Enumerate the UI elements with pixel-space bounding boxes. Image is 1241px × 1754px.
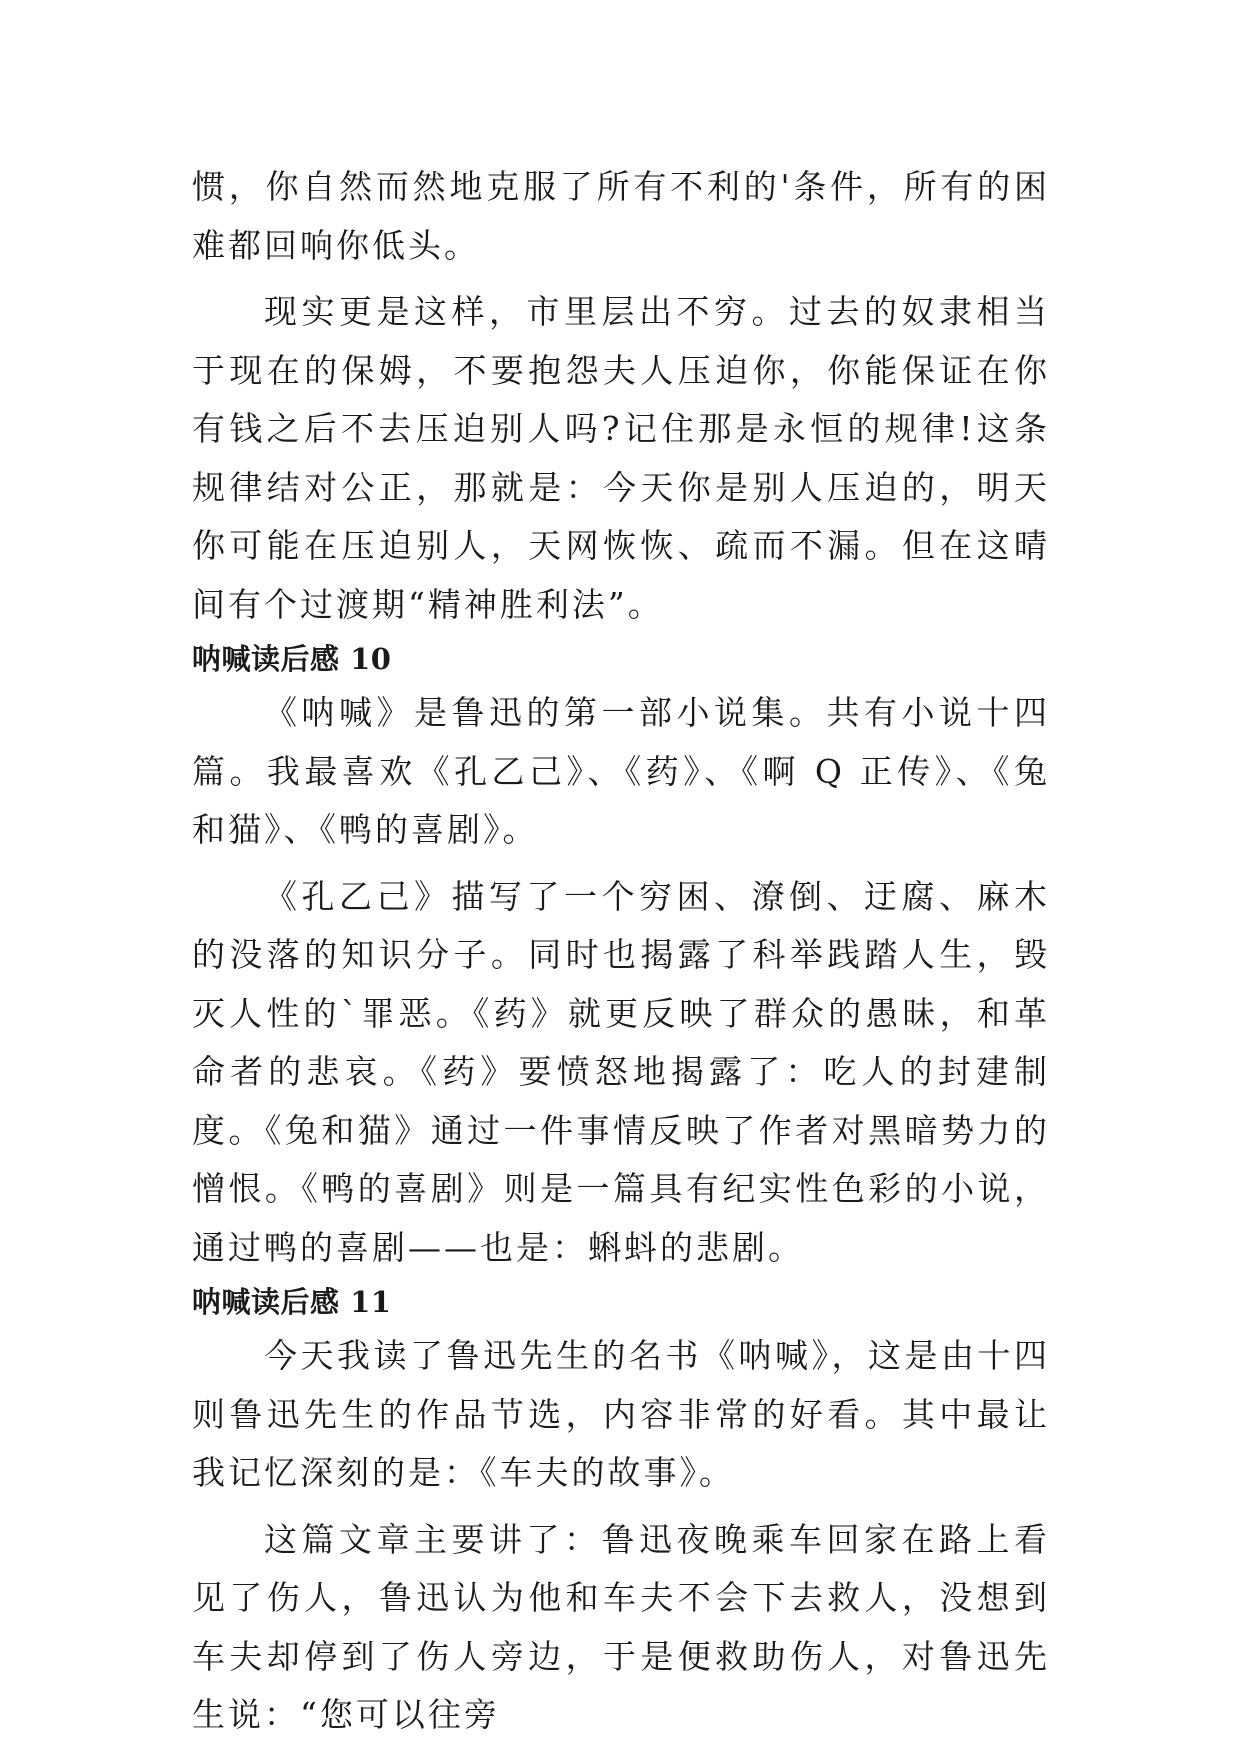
paragraph-reading: 今天我读了鲁迅先生的名书《呐喊》，这是由十四则鲁迅先生的作品节选，内容非常的好看。其中最让我记忆深刻的是：《车夫的故事》。 <box>192 1336 1050 1492</box>
document-page <box>192 158 1050 1745</box>
paragraph-kongyiji: 《孔乙己》描写了一个穷困、潦倒、迂腐、麻木的没落的知识分子。同时也揭露了科举践踏人生，毁灭人性的`罪恶。《药》就更反映了群众的愚昧，和革命者的悲哀。《药》要愤怒地揭露了：吃人的封建制度。《兔和猫》通过一件事情反映了作者对黑暗势力的憎恨。《鸭的喜剧》则是一篇具有纪实性色彩的小说，通过鸭的喜剧——也是：蝌蚪的悲剧。 <box>192 876 1050 1267</box>
section-heading-11: 呐喊读后感 11 <box>192 1285 392 1319</box>
paragraph-reality: 现实更是这样，市里层出不穷。过去的奴隶相当于现在的保姆，不要抱怨夫人压迫你，你能保证在你有钱之后不去压迫别人吗?记住那是永恒的规律!这条规律结对公正，那就是：今天你是别人压迫的，明天你可能在压迫别人，天网恢恢、疏而不漏。但在这晴间有个过渡期“精神胜利法”。 <box>192 292 1050 624</box>
paragraph-rickshaw: 这篇文章主要讲了：鲁迅夜晚乘车回家在路上看见了伤人，鲁迅认为他和车夫不会下去救人，没想到车夫却停到了伤人旁边，于是便救助伤人，对鲁迅先生说：“您可以往旁 <box>192 1519 1050 1734</box>
paragraph-nahan-intro: 《呐喊》是鲁迅的第一部小说集。共有小说十四篇。我最喜欢《孔乙己》、《药》、《啊 Q 正传》、《兔和猫》、《鸭的喜剧》。 <box>192 693 1050 849</box>
section-heading-10: 呐喊读后感 10 <box>192 642 392 676</box>
paragraph-continued: 惯，你自然而然地克服了所有不利的'条件，所有的困难都回响你低头。 <box>192 167 1050 265</box>
